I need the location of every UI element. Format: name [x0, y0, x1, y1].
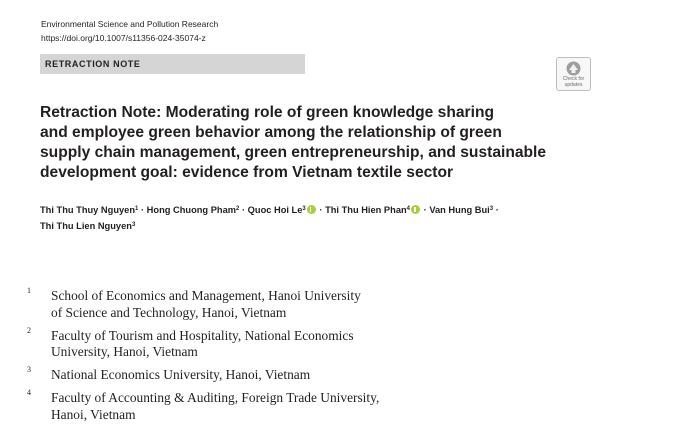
author-name[interactable]: Van Hung Bui [429, 205, 490, 215]
affiliation-line: Faculty of Accounting & Auditing, Foreign Trade University, [51, 389, 380, 405]
affiliation-item [27, 387, 447, 424]
author-name[interactable]: Thi Thu Hien Phan [325, 205, 407, 215]
affiliation-line: Faculty of Tourism and Hospitality, National Economics [51, 327, 354, 343]
affiliation-line: University, Hanoi, Vietnam [51, 344, 198, 360]
affiliation-line: of Science and Technology, Hanoi, Vietnam [51, 304, 287, 320]
affiliation-list [27, 288, 447, 430]
orcid-icon[interactable] [411, 205, 420, 214]
badge-line-2: updates [564, 82, 583, 88]
affiliation-number: 3 [27, 365, 31, 375]
affiliation-number: 1 [27, 286, 31, 295]
title-line: and employee green behavior among the relationship of green [40, 124, 502, 141]
author-affiliation-ref: 4 [406, 206, 411, 212]
author-separator: · [241, 205, 246, 215]
author-line [40, 218, 560, 234]
check-for-updates-label [557, 76, 590, 88]
affiliation-line: School of Economics and Management, Hanoi University [51, 288, 361, 303]
affiliation-number: 2 [27, 325, 31, 335]
affiliation-line: National Economics University, Hanoi, Vietnam [51, 367, 311, 383]
author-separator: · [140, 205, 145, 215]
author-affiliation-ref: 1 [135, 206, 139, 212]
article-type-banner: RETRACTION NOTE [40, 54, 305, 74]
article-title [40, 103, 560, 183]
author-affiliation-ref: 3 [489, 206, 494, 212]
affiliation-number: 4 [27, 387, 31, 397]
author-separator: · [495, 205, 499, 215]
orcid-icon[interactable] [307, 205, 316, 214]
author-affiliation-ref: 3 [302, 206, 306, 212]
affiliation-item [27, 367, 447, 384]
author-line [40, 202, 560, 218]
author-name[interactable]: Hong Chuong Pham [146, 205, 237, 215]
author-affiliation-ref: 3 [131, 221, 136, 228]
author-list [40, 202, 560, 233]
author-separator: · [423, 205, 427, 215]
doi-link[interactable]: https://doi.org/10.1007/s11356-024-35074-z [41, 33, 206, 43]
affiliation-item [27, 288, 447, 322]
author-name[interactable]: Thi Thu Lien Nguyen [40, 220, 132, 231]
badge-line-1: Check for [562, 76, 585, 82]
title-line: development goal: evidence from Vietnam textile sector [40, 164, 454, 181]
author-separator: · [319, 205, 323, 215]
author-name[interactable]: Thi Thu Thuy Nguyen [40, 205, 136, 215]
check-for-updates-icon [565, 61, 582, 76]
title-line: Retraction Note: Moderating role of green knowledge sharing [40, 104, 495, 121]
affiliation-item [27, 325, 447, 362]
journal-name: Environmental Science and Pollution Research [41, 19, 219, 29]
affiliation-line: Hanoi, Vietnam [51, 406, 136, 422]
title-line: supply chain management, green entrepreneurship, and sustainable [40, 144, 547, 161]
author-name[interactable]: Quoc Hoi Le [247, 205, 303, 215]
check-for-updates-badge[interactable] [556, 57, 591, 91]
author-affiliation-ref: 2 [236, 206, 240, 212]
